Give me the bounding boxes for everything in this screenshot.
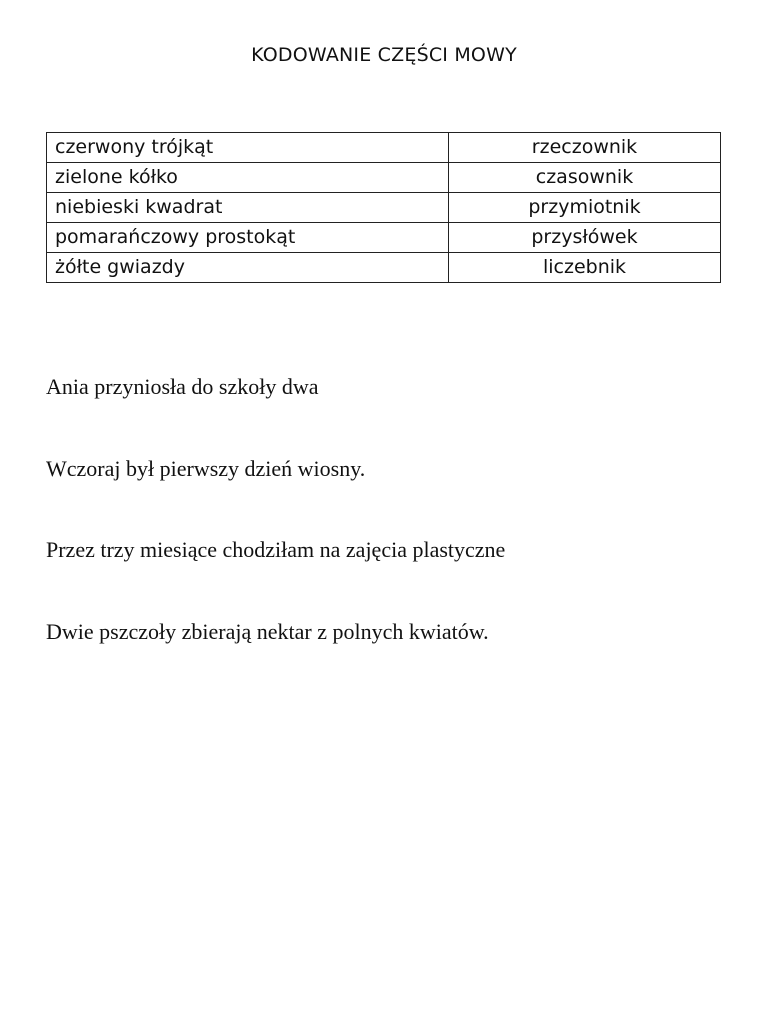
legend-table [46, 132, 721, 283]
table-row [47, 193, 721, 223]
part-of-speech-cell: liczebnik [449, 253, 721, 283]
part-of-speech-cell: przysłówek [449, 223, 721, 253]
code-cell: zielone kółko [47, 163, 449, 193]
table-row [47, 133, 721, 163]
page-title: KODOWANIE CZĘŚCI MOWY [251, 44, 517, 66]
sentence-4: Dwie pszczoły zbierają nektar z polnych kwiatów. [46, 619, 489, 644]
part-of-speech-cell: czasownik [449, 163, 721, 193]
code-cell: żółte gwiazdy [47, 253, 449, 283]
code-cell: pomarańczowy prostokąt [47, 223, 449, 253]
sentence-1: Ania przyniosła do szkoły dwa [46, 374, 319, 399]
part-of-speech-cell: przymiotnik [449, 193, 721, 223]
sentence-2: Wczoraj był pierwszy dzień wiosny. [46, 456, 366, 481]
part-of-speech-cell: rzeczownik [449, 133, 721, 163]
table-row [47, 253, 721, 283]
table-row [47, 163, 721, 193]
sentence-3: Przez trzy miesiące chodziłam na zajęcia plastyczne [46, 537, 506, 562]
code-cell: czerwony trójkąt [47, 133, 449, 163]
table-row [47, 223, 721, 253]
code-cell: niebieski kwadrat [47, 193, 449, 223]
